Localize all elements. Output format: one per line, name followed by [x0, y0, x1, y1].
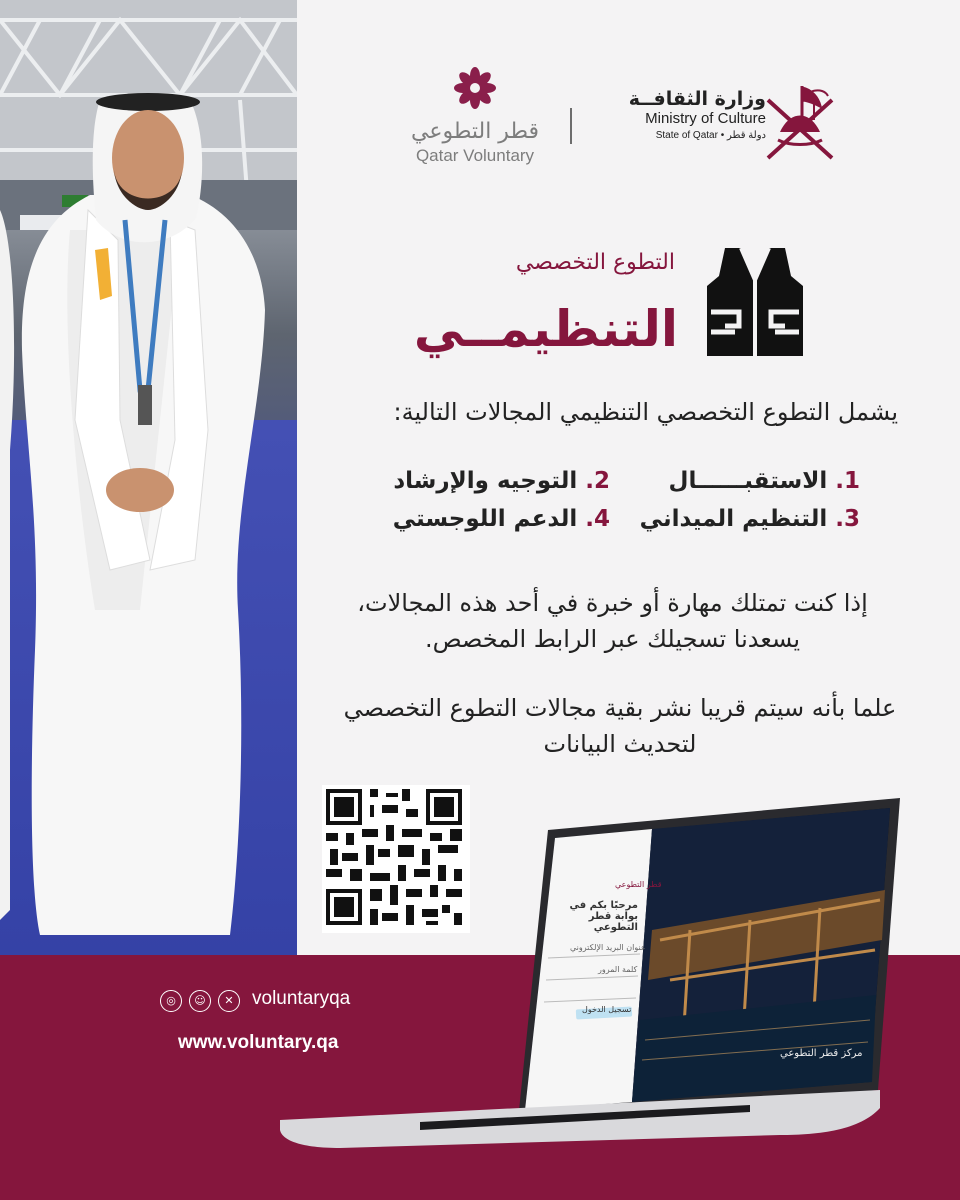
portal-password-label: كلمة المرور [598, 965, 638, 974]
instagram-icon[interactable]: ◎ [160, 990, 182, 1012]
qatar-emblem-icon [760, 80, 840, 162]
registration-paragraph: إذا كنت تمتلك مهارة أو خبرة في أحد هذه المجالات، يسعدنا تسجيلك عبر الرابط المخصص. [357, 589, 868, 653]
portal-welcome: مرحبًا بكم في بوابة قطر التطوعي [569, 900, 638, 933]
laptop-frame [280, 790, 900, 1150]
volunteer-photo [0, 0, 297, 955]
qatar-voluntary-logo [400, 65, 550, 166]
logo-divider [570, 108, 572, 144]
ministry-arabic-name: وزارة الثقافــة [628, 88, 766, 110]
qatar-voluntary-english-name: Qatar Voluntary [415, 146, 535, 165]
list-item: 3. التنظيم الميداني [639, 506, 860, 532]
portal-email-label: عنوان البريد الإلكتروني [570, 943, 646, 952]
heading-subtitle: التطوع التخصصي [515, 250, 675, 275]
portal-brand: قطر التطوعي [615, 880, 662, 889]
portal-center-name: مركز قطر التطوعي [780, 1048, 863, 1059]
volunteer-figure [0, 90, 297, 955]
social-handle[interactable]: voluntaryqa [252, 988, 351, 1009]
list-item: 1. الاستقبــــــال [668, 468, 860, 494]
vest-icon [705, 246, 805, 358]
snapchat-icon[interactable]: ☺ [189, 990, 211, 1012]
ministry-english-name: Ministry of Culture [645, 110, 766, 127]
heading-title: التنظيمــي [413, 300, 678, 358]
qatar-voluntary-arabic-name: قطر التطوعي [410, 119, 540, 144]
ministry-state-name: State of Qatar • دولة قطر [655, 130, 766, 141]
intro-text: يشمل التطوع التخصصي التنظيمي المجالات التالية: [393, 398, 898, 426]
list-item: 4. الدعم اللوجستي [392, 506, 610, 532]
x-icon[interactable]: ✕ [218, 990, 240, 1012]
qatar-voluntary-flower-icon [452, 65, 498, 111]
list-item: 2. التوجيه والإرشاد [393, 468, 610, 494]
laptop-mockup [280, 790, 900, 1154]
notice-paragraph: علما بأنه سيتم قريبا نشر بقية مجالات التطوع التخصصي لتحديث البيانات [343, 694, 897, 758]
ministry-of-culture-logo [606, 88, 766, 141]
portal-login-button: تسجيل الدخول [582, 1005, 632, 1014]
website-link[interactable]: www.voluntary.qa [178, 1032, 339, 1053]
